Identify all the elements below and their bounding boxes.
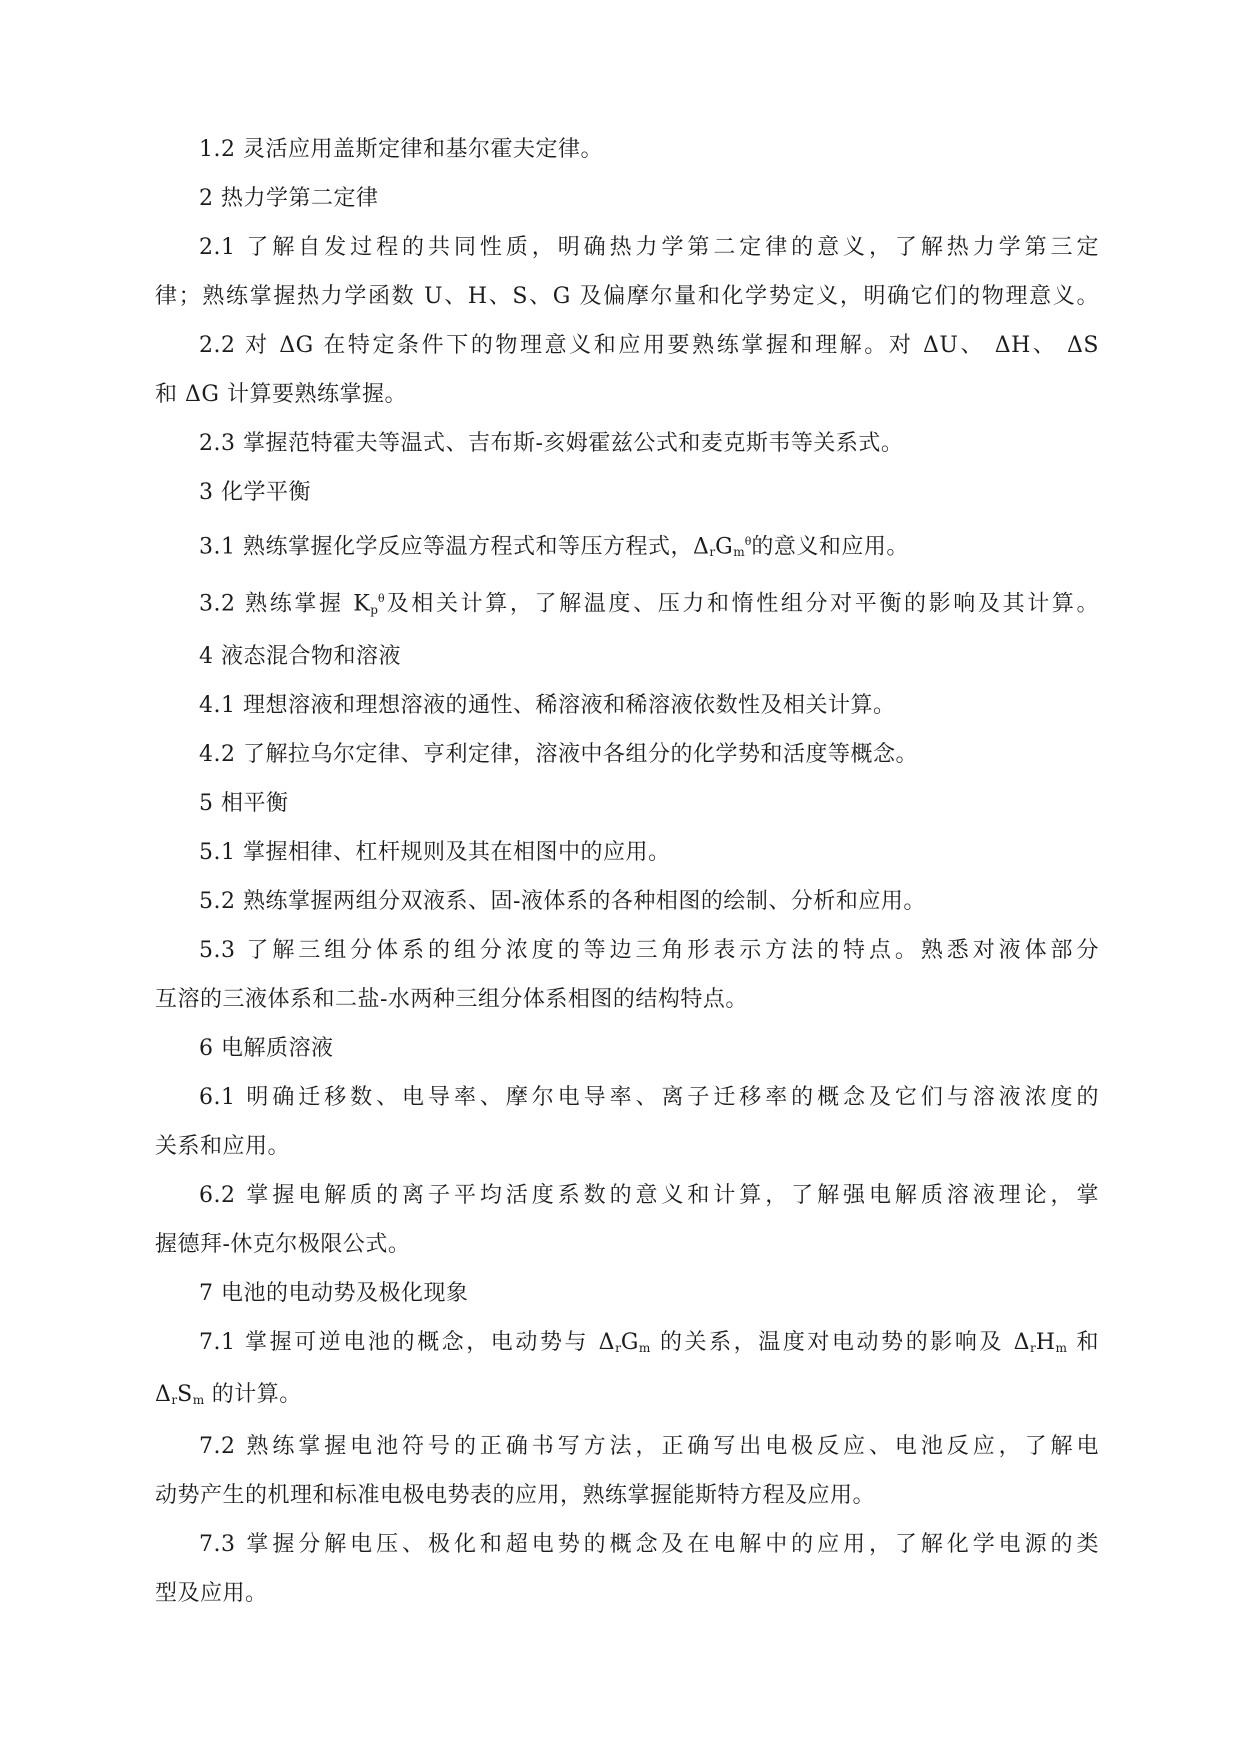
text-line: 型及应用。 <box>155 1580 268 1606</box>
subscript: m <box>1055 1340 1067 1355</box>
text-line: 握德拜-休克尔极限公式。 <box>155 1231 411 1257</box>
text-line: 6 电解质溶液 <box>199 1035 334 1061</box>
text-line: 1.2 灵活应用盖斯定律和基尔霍夫定律。 <box>199 137 603 162</box>
text-line: 7.2 熟练掌握电池符号的正确书写方法，正确写出电极反应、电池反应，了解电 <box>199 1433 1099 1459</box>
text-line: 4.2 了解拉乌尔定律、亨利定律，溶液中各组分的化学势和活度等概念。 <box>199 741 918 767</box>
text-line: 和 ΔG 计算要熟练掌握。 <box>155 382 407 407</box>
subscript: r <box>1029 1340 1036 1355</box>
text-line: 7.3 掌握分解电压、极化和超电势的概念及在电解中的应用，了解化学电源的类 <box>199 1531 1099 1557</box>
subscript: r <box>171 1392 178 1407</box>
subscript: p <box>370 602 378 617</box>
text-line: 5 相平衡 <box>199 790 289 816</box>
subscript: r <box>615 1340 621 1355</box>
text-line: $\Delta_rS_m$ 的计算。 <box>155 1381 302 1407</box>
text-line: 3.1 熟练掌握化学反应等温方程式和等压方程式，$\Delta_rG_m^\theta$的意义和应用。 <box>199 534 909 560</box>
text-line: 4.1 理想溶液和理想溶液的通性、稀溶液和稀溶液依数性及相关计算。 <box>199 692 896 718</box>
text-line: 5.3 了解三组分体系的组分浓度的等边三角形表示方法的特点。熟悉对液体部分 <box>199 937 1099 963</box>
text-line: 2 热力学第二定律 <box>199 186 379 211</box>
superscript: θ <box>744 535 752 548</box>
subscript: r <box>709 545 716 560</box>
text-line: 5.2 熟练掌握两组分双液系、固-液体系的各种相图的绘制、分析和应用。 <box>199 888 926 914</box>
text-line: 7 电池的电动势及极化现象 <box>199 1280 469 1306</box>
subscript: m <box>638 1340 651 1355</box>
text-line: 动势产生的机理和标准电极电势表的应用，熟练掌握能斯特方程及应用。 <box>155 1482 876 1508</box>
text-line: 3.2 熟练掌握 $K_p^\theta$及相关计算，了解温度、压力和惰性组分对平衡的影响及其计算。 <box>199 591 1099 617</box>
text-line: 互溶的三液体系和二盐-水两种三组分体系相图的结构特点。 <box>155 986 748 1012</box>
text-line: 2.1 了解自发过程的共同性质，明确热力学第二定律的意义，了解热力学第三定 <box>199 235 1099 260</box>
text-line: 5.1 掌握相律、杠杆规则及其在相图中的应用。 <box>199 839 671 865</box>
document-body <box>155 125 1099 1618</box>
text-line: 7.1 掌握可逆电池的概念，电动势与 $\Delta_rG_m$ 的关系，温度对电动势的影响及 $\Delta_rH_m$ 和 <box>199 1329 1099 1355</box>
text-line: 3 化学平衡 <box>199 480 311 505</box>
text-line: 6.1 明确迁移数、电导率、摩尔电导率、离子迁移率的概念及它们与溶液浓度的 <box>199 1084 1099 1110</box>
text-line: 6.2 掌握电解质的离子平均活度系数的意义和计算，了解强电解质溶液理论，掌 <box>199 1182 1099 1208</box>
text-line: 关系和应用。 <box>155 1133 291 1159</box>
text-line: 2.2 对 ΔG 在特定条件下的物理意义和应用要熟练掌握和理解。对 ΔU、 ΔH、 ΔS <box>199 333 1099 358</box>
text-line: 2.3 掌握范特霍夫等温式、吉布斯-亥姆霍兹公式和麦克斯韦等关系式。 <box>199 431 904 456</box>
text-line: 4 液态混合物和溶液 <box>199 643 401 669</box>
superscript: θ <box>377 592 385 606</box>
text-line: 律；熟练掌握热力学函数 U、H、S、G 及偏摩尔量和化学势定义，明确它们的物理意义。 <box>155 284 1099 309</box>
subscript: m <box>733 545 745 560</box>
subscript: m <box>192 1392 205 1407</box>
